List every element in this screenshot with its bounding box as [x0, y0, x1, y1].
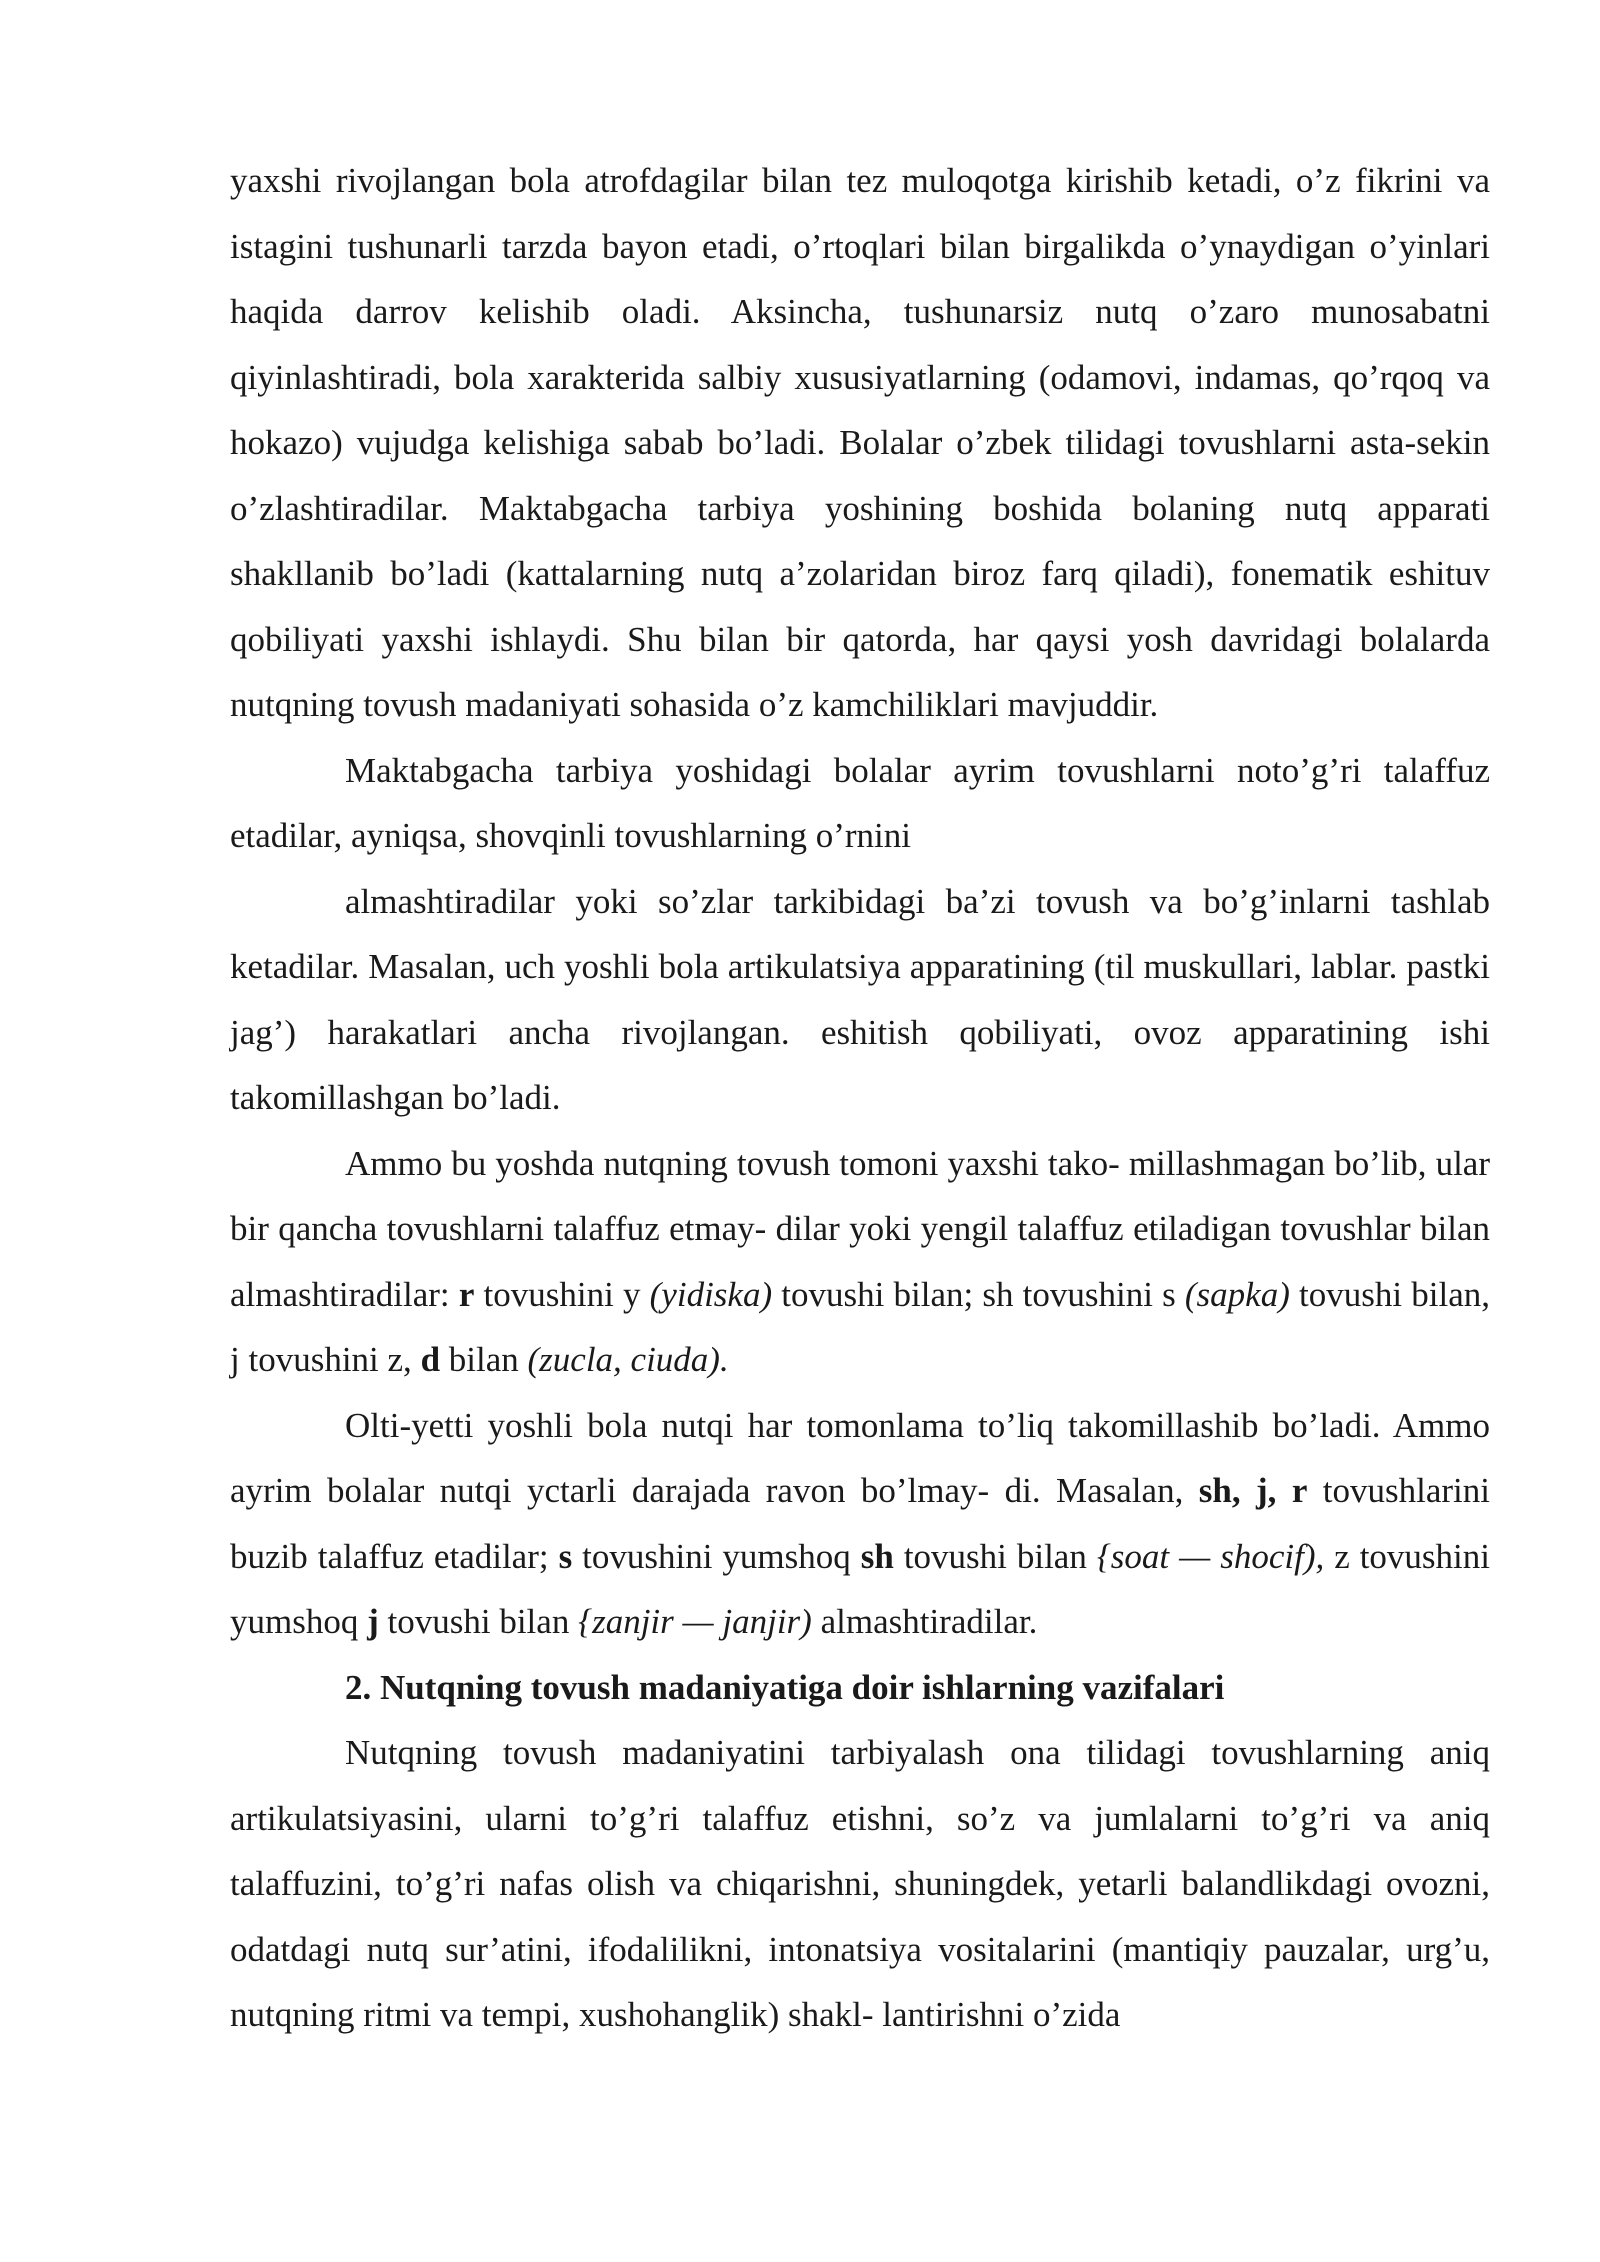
- paragraph-4-text: bilan: [440, 1340, 528, 1379]
- italic-example: (yidiska): [649, 1274, 773, 1314]
- paragraph-5-text: almashtiradilar.: [811, 1602, 1038, 1641]
- paragraph-5: [230, 1393, 1490, 1655]
- paragraph-1: yaxshi rivojlangan bola atrofdagilar bilan tez muloqotga kirishib ketadi, o’z fikrini va istagini tushunarli tarzda bayon etadi, o’rtoqlari bilan birgalikda o’ynaydigan o’yinlari haqida darrov kelishib oladi. Aksincha, tushunarsiz nutq o’zaro munosabatni qiyinlashtiradi, bola xarakterida salbiy xususiyatlarning (odamovi, indamas, qo’rqoq va hokazo) vujudga kelishiga sabab bo’ladi. Bolalar o’zbek tilidagi tovushlarni asta-sekin o’zlashtiradilar. Maktabgacha tarbiya yoshining boshida bolaning nutq apparati shakllanib bo’ladi (kattalarning nutq a’zolaridan biroz farq qiladi), fonematik eshituv qobiliyati yaxshi ishlaydi. Shu bilan bir qatorda, har qaysi yosh davridagi bolalarda nutqning tovush madaniyati sohasida o’z kamchiliklari mavjuddir.: [230, 161, 1490, 724]
- bold-letters-sh: sh: [860, 1536, 894, 1576]
- bold-letter-r: r: [458, 1274, 475, 1314]
- paragraph-2: Maktabgacha tarbiya yoshidagi bolalar ayrim tovushlarni noto’g’ri talaffuz etadilar, ayniqsa, shovqinli tovushlarning o’rnini: [230, 750, 1490, 855]
- paragraph-5-text: tovushini yumshoq: [572, 1536, 861, 1576]
- bold-letters: sh, j, r: [1198, 1471, 1308, 1510]
- paragraph-4-text: Ammo bu yoshda nutqning tovush tomoni yaxshi tako- millashmagan bo’lib, ular bir qancha tovushlarni talaffuz etmay- dilar yoki yengil talaffuz etiladigan tovushlar bilan almashtiradilar:: [230, 1143, 1490, 1314]
- italic-example: (sapka): [1184, 1274, 1290, 1314]
- italic-example: (zucla, ciuda).: [527, 1340, 729, 1379]
- paragraph-5-text: z tovushini yumshoq: [230, 1536, 1491, 1641]
- paragraph-5-text: tovushi bilan: [893, 1536, 1097, 1576]
- bold-letter-j: j: [367, 1602, 379, 1641]
- italic-example: {soat — shocif),: [1096, 1536, 1325, 1576]
- bold-letter-d: d: [420, 1340, 441, 1379]
- paragraph-4-text: tovushi bilan, j tovushini z,: [230, 1274, 1491, 1379]
- paragraph-5-text: tovushi bilan: [378, 1602, 579, 1641]
- paragraph-6: Nutqning tovush madaniyatini tarbiyalash ona tilidagi tovushlarning aniq artikulatsiyasini, ularni to’g’ri talaffuz etishni, so’z va jumlalarni to’g’ri va aniq talaffuzini, to’g’ri nafas olish va chiqarishni, shuningdek, yetarli balandlikdagi ovozni, odatdagi nutq sur’atini, ifodalilikni, intonatsiya vositalarini (mantiqiy pauzalar, urg’u, nutqning ritmi va tempi, xushohanglik) shakl- lantirishni o’zida: [230, 1733, 1490, 2034]
- paragraph-4-text: tovushini y: [474, 1274, 650, 1314]
- paragraph-5-text: tovushlarini buzib talaffuz etadilar;: [230, 1471, 1491, 1576]
- paragraph-4-text: tovushi bilan; sh tovushini s: [772, 1274, 1185, 1314]
- italic-example: {zanjir — janjir): [578, 1602, 812, 1641]
- paragraph-5-text: Olti-yetti yoshli bola nutqi har tomonlama to’liq takomillashib bo’ladi. Ammo ayrim bolalar nutqi yctarli darajada ravon bo’lmay- di. Masalan,: [230, 1405, 1490, 1510]
- bold-letter-s: s: [558, 1536, 573, 1576]
- document-page: [230, 148, 1490, 2048]
- paragraph-3: almashtiradilar yoki so’zlar tarkibidagi ba’zi tovush va bo’g’inlarni tashlab ketadilar. Masalan, uch yoshli bola artikulatsiya apparatining (til muskullari, lablar. pastki jag’) harakatlari ancha rivojlangan. eshitish qobiliyati, ovoz apparatining ishi takomillashgan bo’ladi.: [230, 881, 1490, 1117]
- section-heading: 2. Nutqning tovush madaniyatiga doir ishlarning vazifalari: [345, 1667, 1225, 1707]
- paragraph-4: [230, 1131, 1490, 1393]
